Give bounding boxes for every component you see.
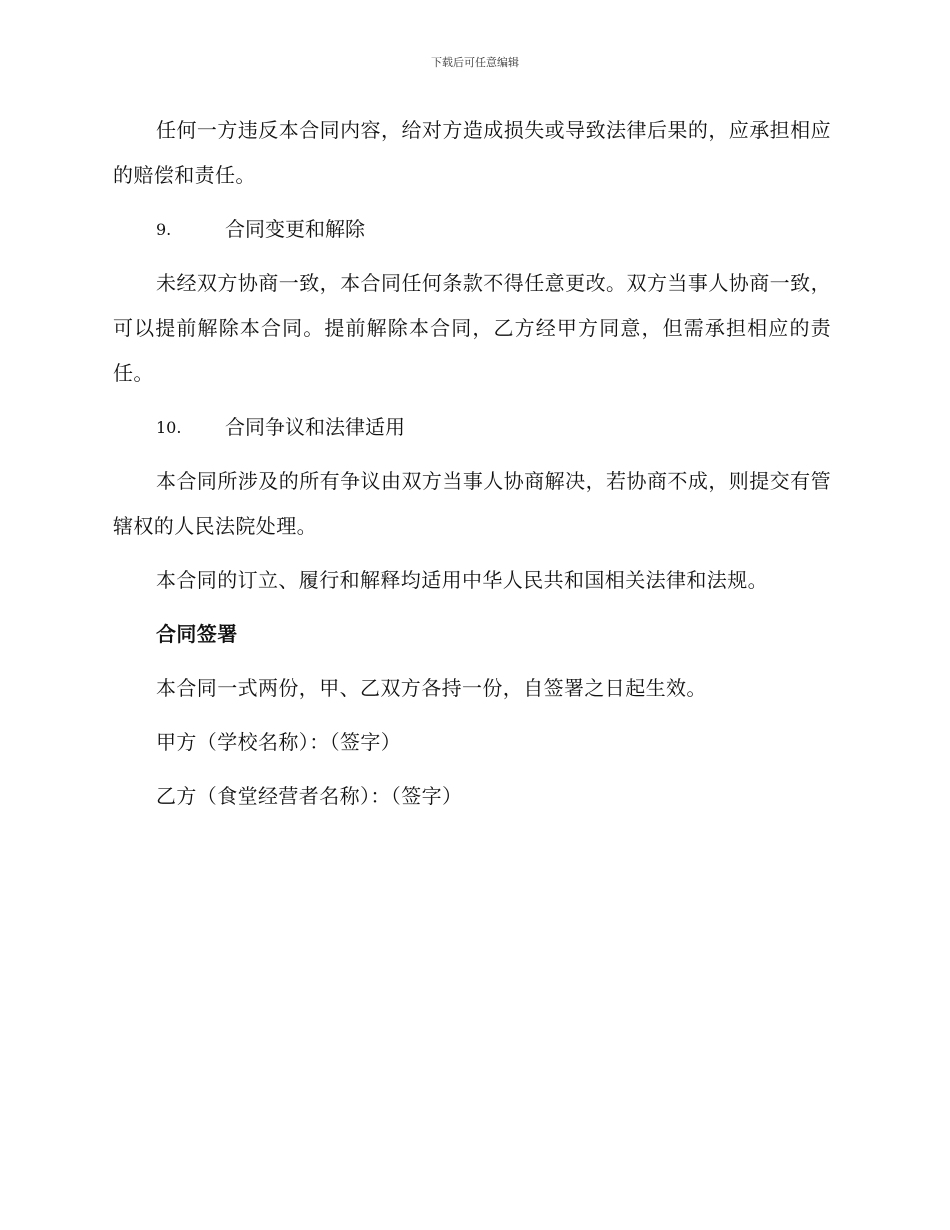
signing-title: 合同签署 <box>156 622 238 646</box>
paragraph-change-termination: 未经双方协商一致，本合同任何条款不得任意更改。双方当事人协商一致，可以提前解除本合同。提前解除本合同，乙方经甲方同意，但需承担相应的责任。 <box>113 271 831 385</box>
paragraph-applicable-law: 本合同的订立、履行和解释均适用中华人民共和国相关法律和法规。 <box>156 568 768 592</box>
party-a-signature-line: 甲方（学校名称）：（签字） <box>156 730 402 754</box>
document-body <box>113 108 831 828</box>
section-title: 合同争议和法律适用 <box>225 415 405 439</box>
section-number: 9. <box>156 220 172 239</box>
page-header: 下载后可任意编辑 <box>431 56 519 69</box>
section-number: 10. <box>156 418 182 437</box>
paragraph-dispute: 本合同所涉及的所有争议由双方当事人协商解决，若协商不成，则提交有管辖权的人民法院处理。 <box>113 469 831 538</box>
section-title: 合同变更和解除 <box>225 217 365 241</box>
section-10-heading <box>113 405 831 450</box>
paragraph-liability: 任何一方违反本合同内容，给对方造成损失或导致法律后果的，应承担相应的赔偿和责任。 <box>113 118 831 187</box>
signing-text: 本合同一式两份，甲、乙双方各持一份，自签署之日起生效。 <box>156 676 707 700</box>
party-b-signature-line: 乙方（食堂经营者名称）：（签字） <box>156 784 463 808</box>
section-9-heading <box>113 207 831 252</box>
